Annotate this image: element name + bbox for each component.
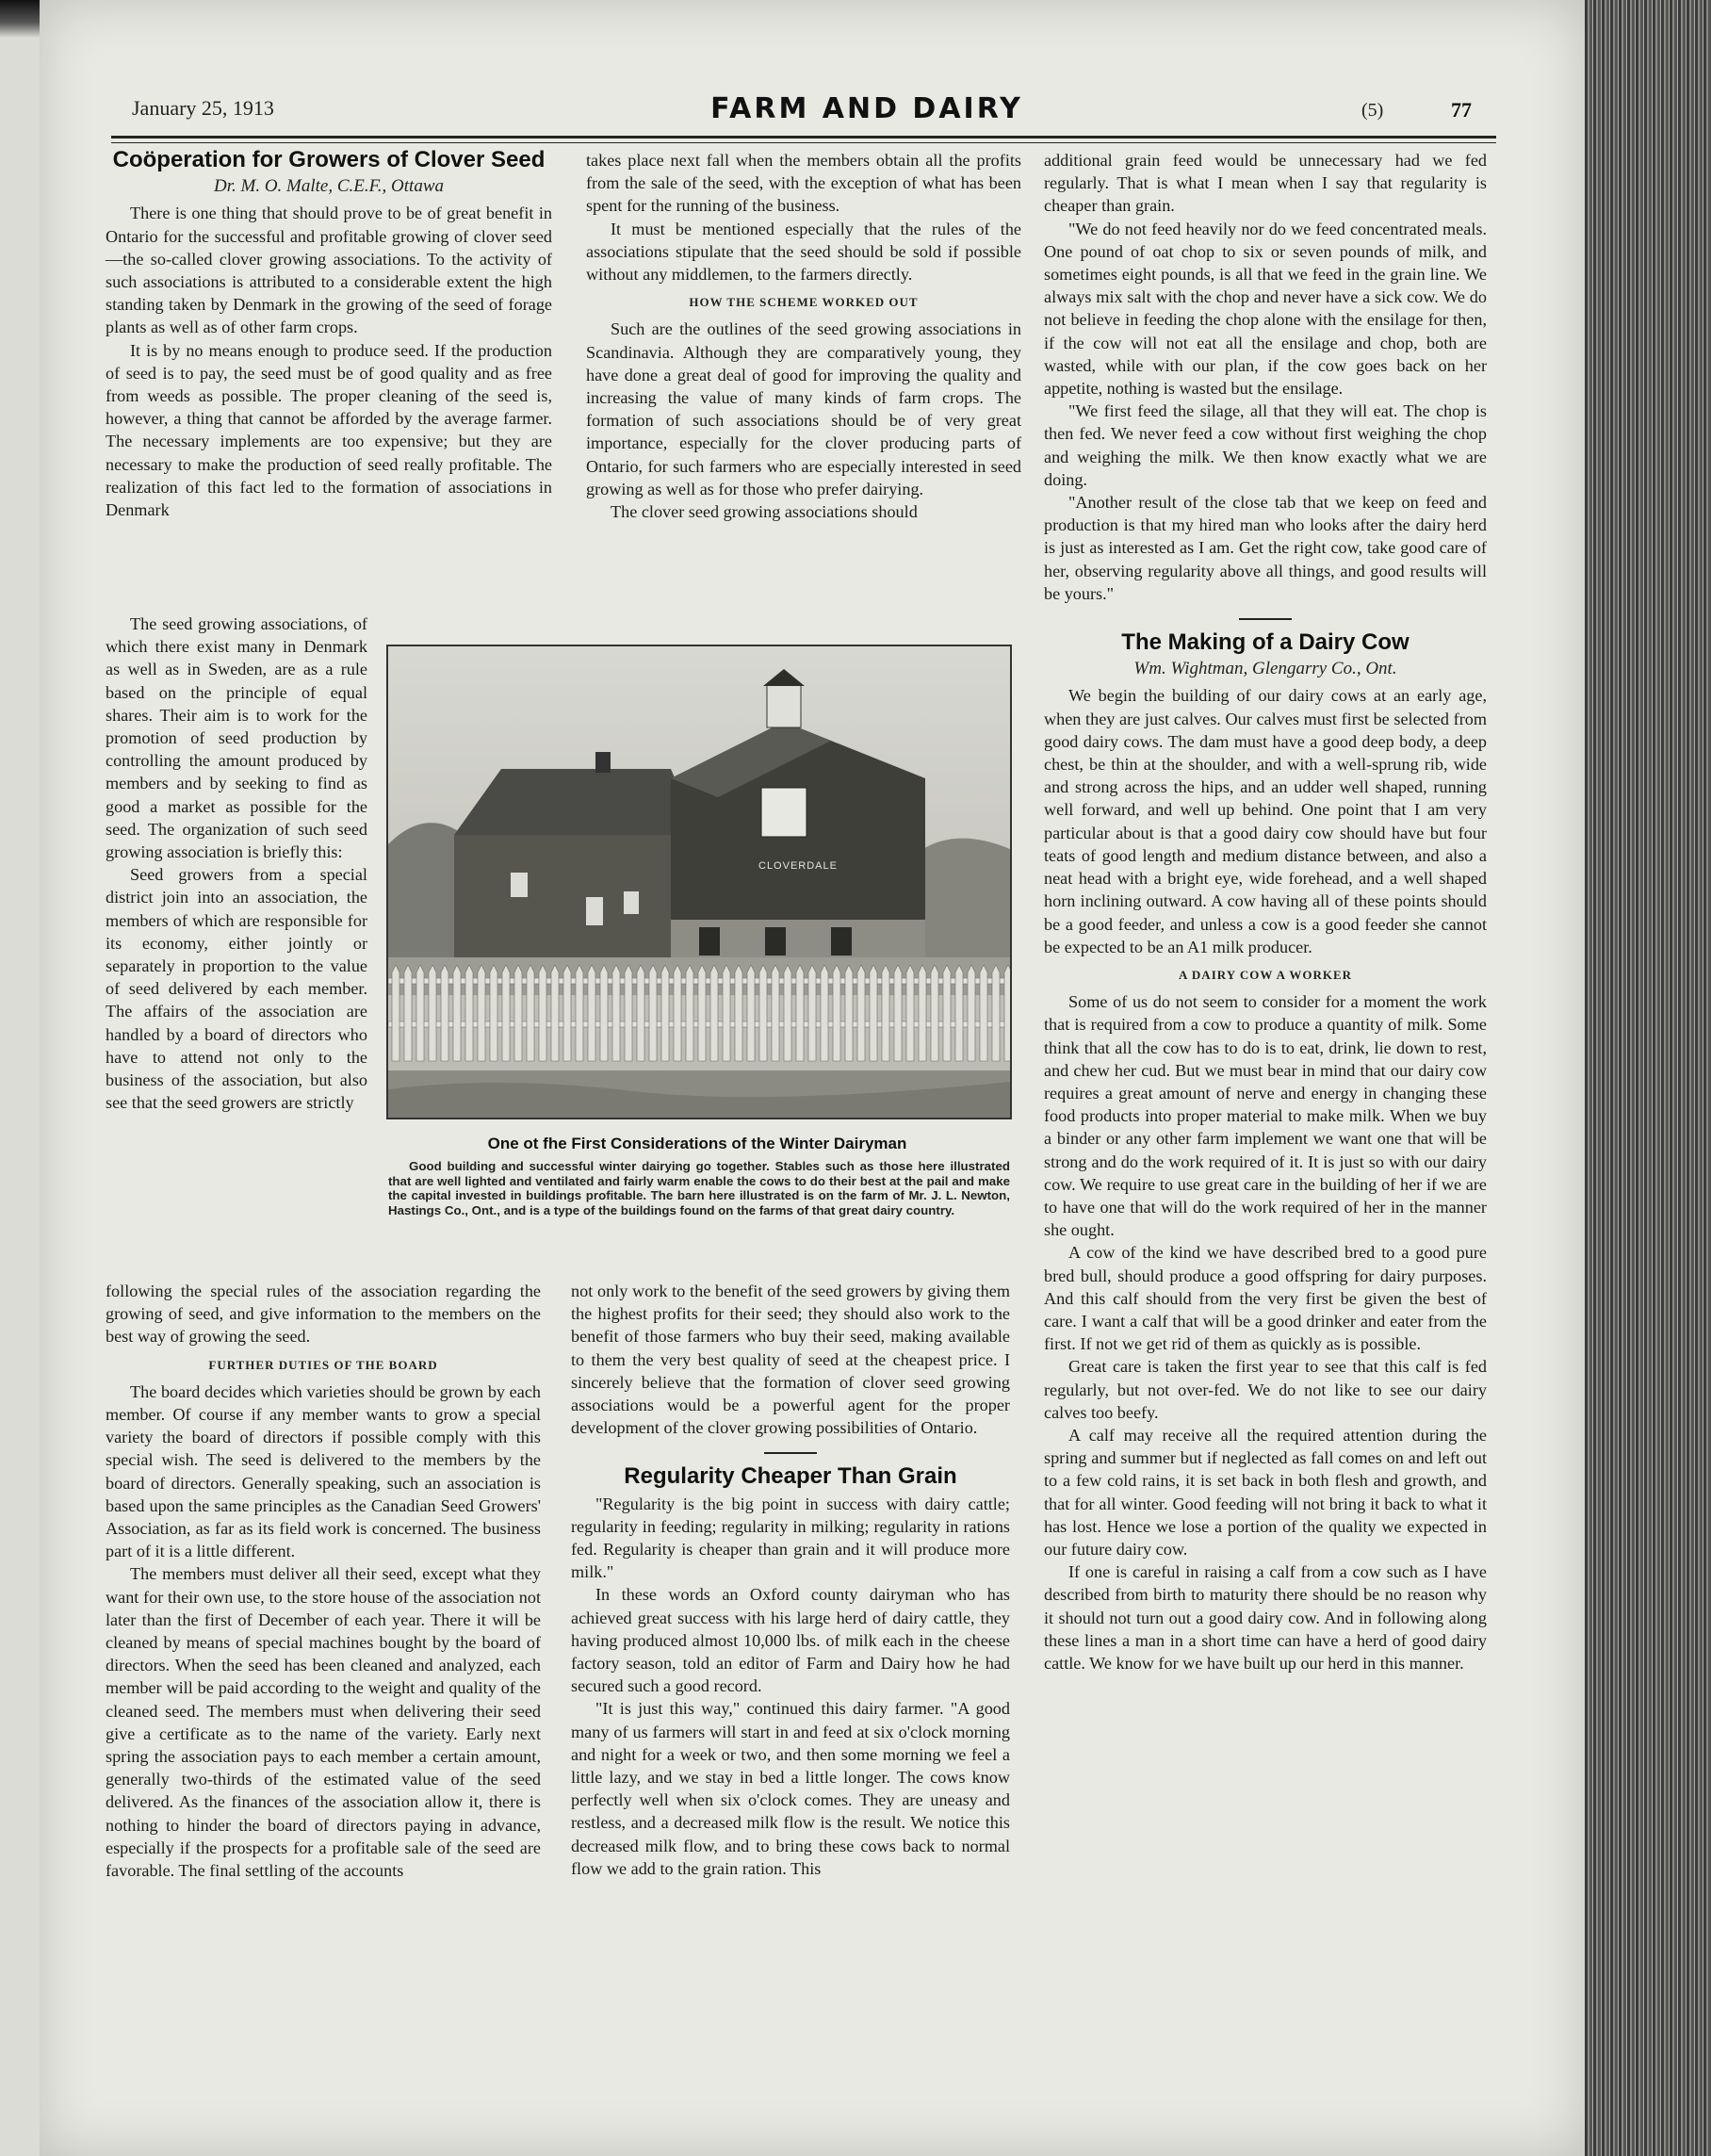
fence-picket xyxy=(919,965,926,1061)
fence-picket xyxy=(563,965,571,1061)
article2-paragraph: additional grain feed would be unnecessary had we fed regularly. That is what I mean when I say that regularity is cheaper than grain. xyxy=(1044,151,1487,216)
fence-picket xyxy=(759,965,767,1061)
fence-picket xyxy=(588,965,595,1061)
fence-picket xyxy=(735,965,742,1061)
article3-title: The Making of a Dairy Cow xyxy=(1121,629,1410,656)
article1-title: Coöperation for Growers of Clover Seed xyxy=(112,147,546,172)
fence-picket xyxy=(478,965,485,1061)
issue-date: January 25, 1913 xyxy=(132,96,274,120)
article3-byline: Wm. Wightman, Glengarry Co., Ont. xyxy=(1133,659,1397,679)
section-divider xyxy=(1239,618,1292,620)
article2-paragraph: "We do not feed heavily nor do we feed concentrated meals. One pound of oat chop to six or seven pounds of milk, and sometimes eight pounds, is all that we feed in the grain line. We always mix salt with the chop and never have a sick cow. We do not believe in feeding the chop alone with the ensilage for then, if the cow will not eat all the ensilage and chop, both are wasted, while with our plan, if the cow goes back on her appetite, nothing is wasted but the ensilage. xyxy=(1044,219,1487,399)
article3-subhead-worker: A DAIRY COW A WORKER xyxy=(1179,967,1352,982)
fence-picket xyxy=(723,965,730,1061)
fence-picket xyxy=(600,965,608,1061)
fence-picket xyxy=(404,965,412,1061)
article1-col2-top xyxy=(586,149,1021,523)
page-number: 77 xyxy=(1451,98,1472,122)
fence-picket xyxy=(490,965,497,1061)
article3-paragraph: Great care is taken the first year to see that this calf is fed regularly, but not over-fed. We do not like to see our dairy calves too beefy. xyxy=(1044,1357,1487,1422)
section-divider xyxy=(764,1452,817,1454)
article-col3 xyxy=(1044,149,1487,1674)
fence-picket xyxy=(612,965,620,1061)
fence-picket xyxy=(649,965,657,1061)
fence-picket xyxy=(796,965,804,1061)
fence-picket xyxy=(674,965,681,1061)
article3-paragraph: A cow of the kind we have described bred to a good pure bred bull, should produce a good offspring for dairy purposes. And this calf should from the very first be given the best of care. I want a calf that will be a good drinker and eater from the first. If not we get rid of them as quickly as is possible. xyxy=(1044,1243,1487,1354)
fence-picket xyxy=(906,965,914,1061)
fence-picket xyxy=(527,965,534,1061)
fence-picket xyxy=(637,965,644,1061)
fence-picket xyxy=(955,965,963,1061)
header-rule xyxy=(111,136,1496,143)
issue-number: (5) xyxy=(1361,100,1384,121)
fence-picket xyxy=(747,965,755,1061)
fence-picket xyxy=(710,965,718,1061)
fence-picket xyxy=(465,965,473,1061)
fence-picket xyxy=(392,965,399,1061)
fence-picket xyxy=(502,965,510,1061)
fence-picket xyxy=(882,965,889,1061)
fence-picket xyxy=(551,965,559,1061)
article2-title: Regularity Cheaper Than Grain xyxy=(624,1463,957,1490)
fence-picket xyxy=(441,965,448,1061)
fence-picket xyxy=(808,965,816,1061)
fence-picket xyxy=(784,965,791,1061)
article1-paragraph: Such are the outlines of the seed growing associations in Scandinavia. Although they are comparatively young, they have done a great deal of good for improving the quality and increasing the value of many kinds of farm crops. The formation of such associations should be of very great importance, especially for the clover producing parts of Ontario, for such farmers who are especially interested in seed growing as well as for those who prefer dairying. xyxy=(586,319,1021,498)
article1-paragraph: not only work to the benefit of the seed growers by giving them the highest profits for their seed; they should also work to the benefit of those farmers who buy their seed, making available to them the very best quality of seed at the cheapest price. I sincerely believe that the formation of clover seed growing associations would be a powerful agent for the proper development of the clover growing possibilities of Ontario. xyxy=(571,1282,1010,1438)
book-spine-edge xyxy=(1585,0,1711,2156)
article3-paragraph: A calf may receive all the required attention during the spring and summer but if neglected as fall comes on and left out to a few cold rains, it is set back in both flesh and growth, and that for all winter. Good feeding will not bring it back to what it has lost. Hence we lose a portion of the quality we expected in our future dairy cow. xyxy=(1044,1425,1487,1559)
figure-caption-title: One ot fhe First Considerations of the Winter Dairyman xyxy=(487,1135,907,1152)
article1-paragraph: following the special rules of the association regarding the growing of seed, and give information to the members on the best way of growing the seed. xyxy=(106,1282,541,1347)
article1-subhead-scheme: HOW THE SCHEME WORKED OUT xyxy=(689,295,919,310)
fence-picket xyxy=(625,965,632,1061)
article1-paragraph: takes place next fall when the members obtain all the profits from the sale of the seed, with the exception of what has been spent for the running of the business. xyxy=(586,151,1021,216)
masthead-title: FARM AND DAIRY xyxy=(710,92,1023,125)
article2-paragraph: "It is just this way," continued this dairy farmer. "A good many of us farmers will start in and feed at six o'clock morning and night for a week or two, and then some morning we feel a little lazy, and we stay in bed a little longer. The cows know perfectly well when six o'clock comes. They are uneasy and restless, and a decreased milk flow is the result. We notice this decreased milk flow, and to bring these cows back to normal flow we add to the grain ration. This xyxy=(571,1699,1010,1878)
article1-paragraph: The seed growing associations, of which there exist many in Denmark as well as in Sweden, are as a rule based on the principle of equal shares. Their aim is to work for the promotion of seed production by controlling the amount produced by members and by seeking to find as good a market as possible for the seed. The organization of such seed growing association is briefly this: xyxy=(106,614,367,862)
article1-paragraph: The members must deliver all their seed, except what they want for their own use, to the store house of the association not later than the first of December of each year. There it will be cleaned by means of special machines bought by the board of directors. When the seed has been cleaned and analyzed, each member will be paid according to the weight and quality of the cleaned seed. The members must when delivering their seed give a certificate as to the name of the variety. Early next spring the association pays to each member a certain amount, generally two-thirds of the estimated value of the seed delivered. As the finances of the association allow it, there is nothing to hinder the board of directors paying in advance, especially if the prospects for a profitable sale of the seed are favorable. The final settling of the accounts xyxy=(106,1564,541,1881)
fence-picket xyxy=(870,965,877,1061)
fence-picket xyxy=(857,965,865,1061)
fence-picket xyxy=(821,965,828,1061)
fence-picket xyxy=(698,965,706,1061)
article2-paragraph: "We first feed the silage, all that they will eat. The chop is then fed. We never feed a cow without first weighing the chop and weighing the milk. We then know exactly what we are doing. xyxy=(1044,401,1487,489)
article1-bottom xyxy=(106,1280,541,1882)
fence-picket xyxy=(661,965,669,1061)
figure-caption xyxy=(388,1159,1010,1217)
article1-narrow xyxy=(106,612,367,1114)
article2-paragraph: In these words an Oxford county dairyman who has achieved great success with his large herd of dairy cattle, they having produced almost 10,000 lbs. of milk each in the cheese factory season, told an editor of Farm and Dairy how he had secured such a good record. xyxy=(571,1585,1010,1696)
fence-picket xyxy=(943,965,951,1061)
fence-picket xyxy=(686,965,693,1061)
article2-paragraph: "Another result of the close tab that we keep on feed and production is that my hired man who looks after the dairy herd is just as interested as I am. Get the right cow, take good care of her, observing regularity above all things, and good results will be yours." xyxy=(1044,493,1487,603)
article1-byline: Dr. M. O. Malte, C.E.F., Ottawa xyxy=(213,176,444,197)
fence-picket xyxy=(1004,965,1010,1061)
fence-picket xyxy=(539,965,546,1061)
fence-picket xyxy=(894,965,902,1061)
barn-photo xyxy=(386,645,1012,1119)
figure-caption-text: Good building and successful winter dairying go together. Stables such as those here illustrated that are well lighted and ventilated and fairly warm enable the cows to do their best at the pail and make the capital invested in buildings profitable. The barn here illustrated is on the farm of Mr. J. L. Newton, Hastings Co., Ont., and is a type of the buildings found on the farms of that great dairy country. xyxy=(388,1159,1010,1217)
article1-subhead-board: FURTHER DUTIES OF THE BOARD xyxy=(208,1357,438,1372)
article2-paragraph: "Regularity is the big point in success with dairy cattle; regularity in feeding; regularity in milking; regularity in rations fed. Regularity is cheaper than grain and it will produce more milk." xyxy=(571,1494,1010,1582)
fence-picket xyxy=(453,965,461,1061)
article1-paragraph: Seed growers from a special district join into an association, the members of which are responsible for its economy, either jointly or separately in proportion to the value of seed delivered by each member. The affairs of the association are handled by a board of directors who have to attend not only to the business of the association, but also see that the seed growers are strictly xyxy=(106,865,367,1113)
article1-paragraph: It must be mentioned especially that the rules of the associations stipulate that the seed should be sold if possible without any middlemen, to the farmers directly. xyxy=(586,219,1021,285)
fence-picket xyxy=(429,965,436,1061)
fence-picket xyxy=(980,965,987,1061)
barn-sign-text: CLOVERDALE xyxy=(758,860,838,872)
article1-paragraph: The clover seed growing associations should xyxy=(611,502,918,522)
barn-illustration xyxy=(388,646,1010,1118)
article3-paragraph: We begin the building of our dairy cows at an early age, when they are just calves. Our calves must first be selected from good dairy cows. The dam must have a good deep body, a deep chest, be thin at the shoulder, and with a well-sprung rib, wide and strong across the hips, and an udder well shaped, running well forward, and well up behind. One point that I am very particular about is that a good dairy cow should have but four teats of good length and medium distance between, and also a neat head with a bright eye, wide forehead, and a well shaped horn inclining outward. A cow having all of these points should be a good feeder, and unless a cow is a good feeder she cannot be expected to be an A1 milk producer. xyxy=(1044,686,1487,956)
fence-picket xyxy=(576,965,583,1061)
article3-paragraph: Some of us do not seem to consider for a moment the work that is required from a cow to produce a quantity of milk. Some think that all the cow has to do is to eat, drink, lie down to rest, and chew her cud. But we must bear in mind that our dairy cow requires a great amount of nerve and energy in changing these food products into proper material to make milk. When we buy a binder or any other farm implement we want one that will be strong and do the work required of it. It is just so with our dairy cow. We require to use great care in the building of her if we are to have one that will do the work required of her in the manner she ought. xyxy=(1044,992,1487,1240)
article1-paragraph: It is by no means enough to produce seed. If the production of seed is to pay, the seed must be of good quality and as free from weeds as possible. The proper cleaning of the seed is, however, a thing that cannot be afforded by the average farmer. The necessary implements are too expensive; but they are necessary to make the production of seed really profitable. The realization of this fact led to the formation of associations in Denmark xyxy=(106,340,552,520)
article1-col2-bottom xyxy=(571,1280,1010,1880)
fence-picket xyxy=(992,965,1000,1061)
fence-picket xyxy=(845,965,853,1061)
article1-top xyxy=(106,149,552,521)
fence-picket xyxy=(514,965,522,1061)
article1-paragraph: There is one thing that should prove to be of great benefit in Ontario for the successful and profitable growing of clover seed—the so-called clover growing associations. To the activity of such associations is attributed to a considerable extent the high standing taken by Denmark in the growing of the seed of forage plants as well as of other farm crops. xyxy=(106,204,552,337)
fence-picket xyxy=(931,965,938,1061)
article3-paragraph: If one is careful in raising a calf from a cow such as I have described from birth to maturity there should be no reason why it should not turn out a good dairy cow. And in following along these lines a man in a short time can have a herd of good dairy cattle. We know for we have built up our herd in this manner. xyxy=(1044,1562,1487,1673)
fence-picket xyxy=(416,965,424,1061)
fence-picket xyxy=(968,965,975,1061)
fence-picket xyxy=(772,965,779,1061)
article1-paragraph: The board decides which varieties should be grown by each member. Of course if any member wants to grow a special variety the board of directors if possible comply with this special wish. The seed is delivered to the members by the board of directors. Generally speaking, such an association is based upon the same principles as the Canadian Seed Growers' Association, as far as its field work is concerned. The business part of it is a little different. xyxy=(106,1381,541,1561)
page-header xyxy=(132,92,1489,134)
fence-picket xyxy=(833,965,840,1061)
